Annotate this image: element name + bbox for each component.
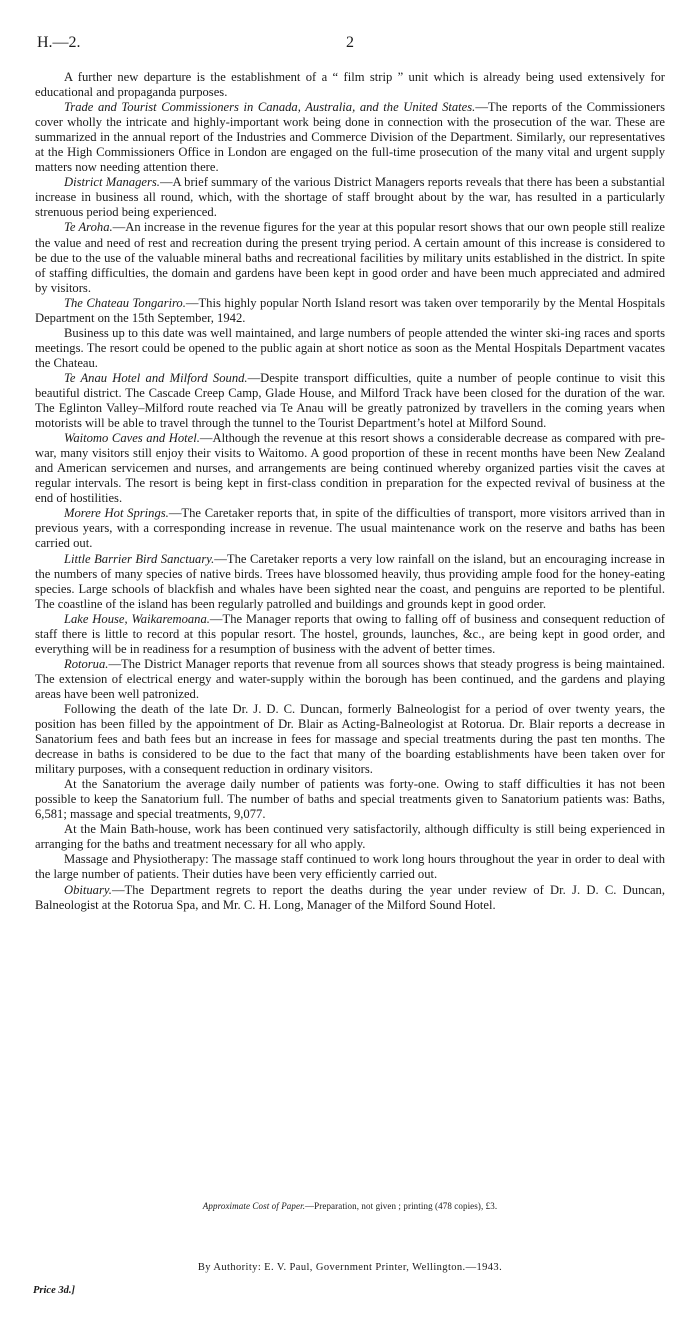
paragraph-text: —The reports of the Commissioners cover wholly the intricate and highly-important work being done in connection with the prosecution of the war. These are summarized in the annual report of the Industries and Commerce Division of the Department. Similarly, our representatives at the High Commissioners Office in London are engaged on the full-time prosecution of the many vital and urgent supply matters now needing attention there. — [35, 100, 665, 175]
price-note: Price 3d.] — [33, 1285, 75, 1296]
paragraph-text: —Despite transport difficulties, quite a number of people continue to visit this beautiful district. The Cascade Creep Camp, Glade House, and Milford Track have been closed for the duration of the war. The Eglinton Valley–Milford route reached via Te Anau will be greatly patronized by travellers in the coming years when motorists will be able to travel through the tunnel to the Tourist Department’s hotel at Milford Sound. — [35, 370, 665, 431]
paragraph — [35, 702, 665, 777]
cost-text: —Preparation, not given ; printing (478 copies), £3. — [305, 1201, 498, 1211]
paragraph — [35, 883, 665, 913]
paragraph — [35, 100, 665, 175]
paragraph-text: —The Caretaker reports that, in spite of the difficulties of transport, more visitors arrived than in previous years, with a corresponding increase in revenue. The usual maintenance work on the reserve and baths has been carried out. — [35, 506, 665, 551]
paragraph — [35, 70, 665, 100]
page-header — [37, 34, 663, 54]
paragraph-text: At the Main Bath-house, work has been continued very satisfactorily, although difficulty is still being experienced in arranging for the baths and treatment necessary for all who apply. — [35, 822, 665, 852]
cost-label: Approximate Cost of Paper. — [202, 1201, 306, 1211]
paragraph-text: —An increase in the revenue figures for the year at this popular resort shows that our own people still realize the value and need of rest and recreation during the present trying period. A certain amount of this increase is considered to be due to the use of the valuable mineral baths and recreational facilities by military units established in the district. In spite of staffing difficulties, the domain and gardens have been kept in good order and have been much appreciated and admired by visitors. — [35, 220, 665, 295]
paragraph-text: —The Caretaker reports a very low rainfall on the island, but an encouraging increase in the numbers of many species of native birds. Trees have blossomed heavily, thus providing ample food for the honey-eating species. Large schools of blackfish and whales have been sighted near the coast, and penguins are reported to be plentiful. The coastline of the island has been regularly patrolled and buildings and grounds kept in good order. — [35, 551, 665, 611]
paragraph — [35, 326, 665, 371]
paragraph-heading: District Managers. — [64, 175, 160, 190]
paragraph — [35, 506, 665, 551]
paragraph — [35, 657, 665, 702]
paragraph — [35, 612, 665, 657]
page-number: 2 — [346, 34, 354, 51]
paragraph-text: Following the death of the late Dr. J. D. C. Duncan, formerly Balneologist for a period of over twenty years, the position has been filled by the appointment of Dr. Blair as Acting-Balneologist at Rotorua. Dr. Blair reports a decrease in Sanatorium fees and bath fees but an increase in fees for massage and special treatments during the past ten months. The decrease in baths is considered to be due to the fact that many of the boarding establishments have been taken over for military purposes, with a consequent reduction in ordinary visitors. — [35, 701, 665, 777]
paragraph — [35, 552, 665, 612]
paragraph-text: At the Sanatorium the average daily number of patients was forty-one. Owing to staff difficulties it has not been possible to keep the Sanatorium full. The number of baths and special treatments given to Sanatorium patients was: Baths, 6,581; massage and special treatments, 9,077. — [35, 777, 665, 822]
paragraph — [35, 431, 665, 506]
report-reference: H.—2. — [37, 34, 81, 51]
paragraph — [35, 220, 665, 295]
paragraph-heading: Rotorua. — [64, 656, 109, 671]
paragraph-heading: Little Barrier Bird Sanctuary. — [64, 551, 215, 566]
paragraph-text: —Although the revenue at this resort shows a considerable decrease as compared with pre-war, many visitors still enjoy their visits to Waitomo. A good proportion of these in recent months have been New Zealand and American servicemen and nurses, and arrangements are being continued whereby organized parties visit the caves at regular intervals. The resort is being kept in first-class condition in preparation for the expected revival of business at the end of hostilities. — [35, 431, 665, 506]
paragraph-text: Business up to this date was well maintained, and large numbers of people attended the winter ski-ing races and sports meetings. The resort could be opened to the public again at short notice as soon as the Mental Hospitals Department vacates the Chateau. — [35, 325, 665, 370]
paragraph — [35, 777, 665, 822]
body-text — [35, 70, 665, 913]
paragraph-heading: Lake House, Waikaremoana. — [64, 611, 210, 626]
paragraph-heading: Trade and Tourist Commissioners in Canada, Australia, and the United States. — [64, 100, 476, 115]
printer-authority: By Authority: E. V. Paul, Government Printer, Wellington.—1943. — [197, 1262, 503, 1273]
paragraph-heading: The Chateau Tongariro. — [64, 295, 186, 310]
paragraph-text: —A brief summary of the various District Managers reports reveals that there has been a substantial increase in business all round, which, with the shortage of staff brought about by the war, has resulted in a particularly strenuous period being experienced. — [35, 175, 665, 220]
paragraph-text: —The Department regrets to report the deaths during the year under review of Dr. J. D. C. Duncan, Balneologist at the Rotorua Spa, and Mr. C. H. Long, Manager of the Milford Sound Hotel. — [35, 882, 665, 912]
paragraph-heading: Te Anau Hotel and Milford Sound. — [64, 370, 248, 385]
paragraph-heading: Obituary. — [64, 882, 112, 897]
paragraph-text: Massage and Physiotherapy: The massage staff continued to work long hours throughout the year in order to deal with the large number of patients. Their duties have been very efficiently carried out. — [35, 852, 665, 882]
paragraph-text: —The District Manager reports that revenue from all sources shows that steady progress is being maintained. The extension of electrical energy and water-supply within the borough has been continued, and the gardens and playing areas have been well patronized. — [35, 656, 665, 701]
paragraph-text: —The Manager reports that owing to falling off of business and consequent reduction of staff there is little to record at this popular resort. The hostel, grounds, launches, &c., are being kept in good order, and everything will be in readiness for a resumption of business with the advent of better times. — [35, 611, 665, 656]
paragraph-text: —This highly popular North Island resort was taken over temporarily by the Mental Hospitals Department on the 15th September, 1942. — [35, 295, 665, 325]
paragraph — [35, 296, 665, 326]
paragraph — [35, 822, 665, 852]
paragraph-heading: Waitomo Caves and Hotel. — [64, 431, 200, 446]
paragraph — [35, 175, 665, 220]
paragraph-heading: Morere Hot Springs. — [64, 506, 169, 521]
paragraph — [35, 852, 665, 882]
paragraph-heading: Te Aroha. — [64, 220, 113, 235]
cost-of-paper-note — [0, 1201, 700, 1211]
paragraph-text: A further new departure is the establishment of a “ film strip ” unit which is already being used extensively for educational and propaganda purposes. — [35, 70, 665, 100]
paragraph — [35, 371, 665, 431]
